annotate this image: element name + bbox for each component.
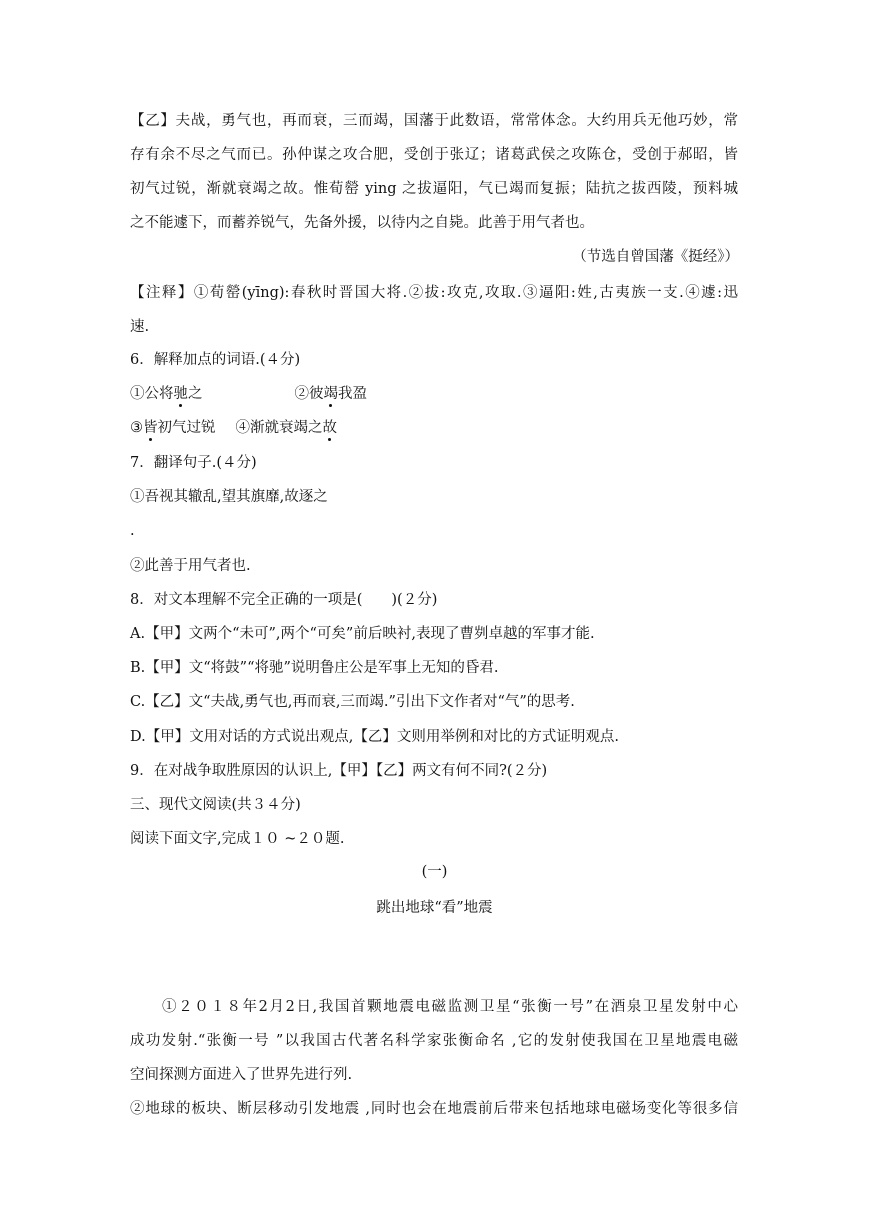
passage-b-line-3: 初气过锐，渐就衰竭之故。惟荀罃 ying 之拔逼阳，气已竭而复振；陆抗之拔西陵，预料城 bbox=[130, 181, 738, 197]
q6-item-2: ②彼竭我盈 bbox=[294, 386, 367, 402]
question-7-sentence-1: ①吾视其辙乱,望其旗靡,故逐之 bbox=[130, 489, 328, 505]
emphasis-dot-char: 竭 bbox=[323, 386, 338, 402]
article-p2-line-1: ②地球的板块、断层移动引发地震 ,同时也会在地震前后带来包括地球电磁场变化等很多信 bbox=[130, 1101, 738, 1117]
section-3-instruction: 阅读下面文字,完成１０ ~２０题. bbox=[130, 831, 345, 847]
question-8-option-c: C.【乙】文“夫战,勇气也,再而衰,三而竭.”引出下文作者对“气”的思考. bbox=[130, 694, 575, 710]
article-p1-line-1: ①２０１８年2月2日,我国首颗地震电磁监测卫星“张衡一号”在酒泉卫星发射中心 bbox=[162, 999, 738, 1015]
question-9-stem: 9．在对战争取胜原因的认识上,【甲】【乙】两文有何不同?(２分) bbox=[130, 763, 548, 779]
question-8-option-a: A.【甲】文两个“未可”,两个“可矣”前后映衬,表现了曹刿卓越的军事才能. bbox=[130, 626, 595, 642]
question-7-stem: 7．翻译句子.(４分) bbox=[130, 455, 257, 471]
question-7-answer-blank: . bbox=[130, 523, 135, 539]
question-8-option-d: D.【甲】文用对话的方式说出观点,【乙】文则用举例和对比的方式证明观点. bbox=[130, 729, 619, 745]
question-6-row-1 bbox=[130, 384, 367, 404]
emphasis-dot-char: 故 bbox=[322, 420, 337, 436]
emphasis-dot-char: 驰 bbox=[173, 386, 188, 402]
question-8-option-b: B.【甲】文“将鼓”“将驰”说明鲁庄公是军事上无知的昏君. bbox=[130, 660, 499, 676]
emphasis-dot-char: 皆 bbox=[143, 420, 158, 436]
article-title: 跳出地球“看”地震 bbox=[376, 900, 493, 916]
passage-b-line-2: 存有余不尽之气而已。孙仲谋之攻合肥，受创于张辽；诸葛武侯之攻陈仓，受创于郝昭，皆 bbox=[130, 147, 738, 163]
question-6-row-2 bbox=[130, 418, 337, 438]
part-heading: (一) bbox=[421, 864, 448, 880]
notes-line-1: 【注释】①荀罃(yīng):春秋时晋国大将.②拔:攻克,攻取.③逼阳:姓,古夷族一支.④遽:迅 bbox=[130, 285, 738, 301]
article-p1-line-2: 成功发射.“张衡一号 ”以我国古代著名科学家张衡命名 ,它的发射使我国在卫星地震电磁 bbox=[130, 1033, 738, 1049]
q6-item-3: ③皆初气过锐 bbox=[130, 420, 216, 436]
article-p1-line-3: 空间探测方面进入了世界先进行列. bbox=[130, 1067, 353, 1083]
question-8-stem: 8．对文本理解不完全正确的一项是( )(２分) bbox=[130, 592, 438, 608]
question-6-stem: 6．解释加点的词语.(４分) bbox=[130, 352, 301, 368]
passage-b-line-4: 之不能遽下，而蓄养锐气，先备外援，以待内之自毙。此善于用气者也。 bbox=[130, 215, 594, 231]
question-7-sentence-2: ②此善于用气者也. bbox=[130, 558, 251, 574]
passage-b-line-1: 【乙】夫战，勇气也，再而衰，三而竭，国藩于此数语，常常体念。大约用兵无他巧妙，常 bbox=[130, 113, 738, 129]
notes-line-2: 速. bbox=[130, 319, 150, 335]
section-3-title: 三、现代文阅读(共３４分) bbox=[130, 797, 301, 813]
q6-item-4: ④渐就衰竭之故 bbox=[235, 420, 337, 436]
passage-b-source: （节选自曾国藩《挺经》） bbox=[572, 249, 739, 265]
q6-item-1: ①公将驰之 bbox=[130, 386, 203, 402]
